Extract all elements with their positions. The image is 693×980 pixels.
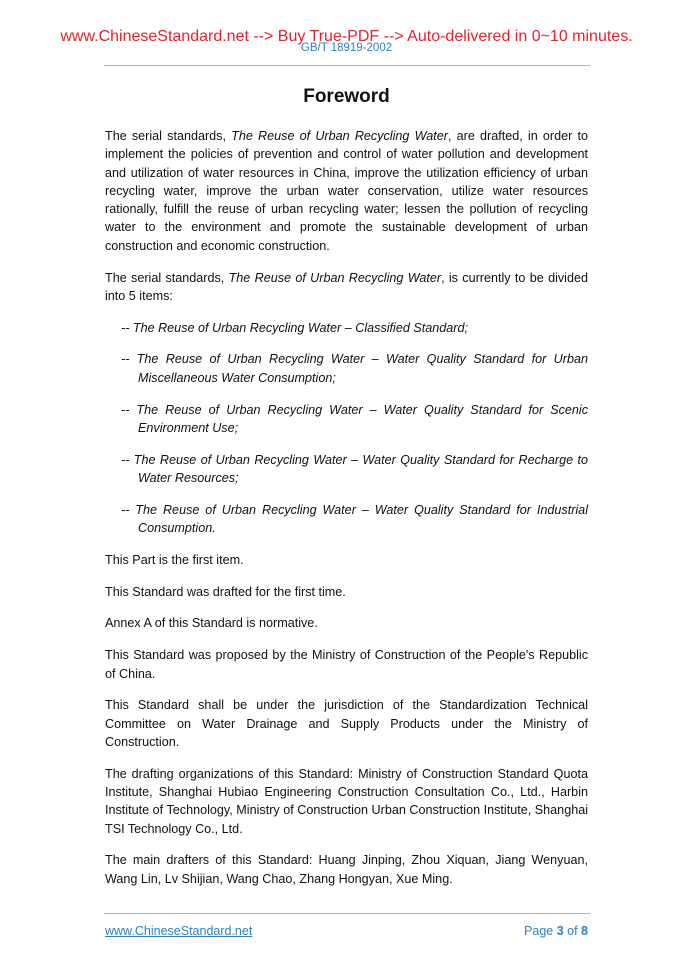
document-body (105, 127, 588, 902)
total-pages: 8 (581, 924, 588, 938)
paragraph: The main drafters of this Standard: Huang Jinping, Zhou Xiquan, Jiang Wenyuan, Wang Lin, Lv Shijian, Wang Chao, Zhang Hongyan, Xue Ming. (105, 853, 588, 886)
paragraph: This Part is the first item. (105, 552, 244, 567)
text: The serial standards, (105, 270, 229, 285)
standard-code: GB/T 18919-2002 (300, 42, 393, 54)
list-item: -- The Reuse of Urban Recycling Water – Water Quality Standard for Recharge to Water Resources; (121, 452, 588, 485)
series-title: The Reuse of Urban Recycling Water (228, 270, 442, 285)
list-item: -- The Reuse of Urban Recycling Water – Water Quality Standard for Scenic Environment Use; (121, 402, 588, 435)
promo-banner[interactable]: www.ChineseStandard.net --> Buy True-PDF --> Auto-delivered in 0~10 minutes. (60, 28, 633, 45)
page-title: Foreword (303, 86, 390, 107)
header-divider (104, 65, 590, 66)
list-item: -- The Reuse of Urban Recycling Water – Water Quality Standard for Urban Miscellaneous Water Consumption; (121, 352, 588, 385)
text: , are drafted, in order to implement the policies of prevention and control of water pollution and development and utilization of water resources in China, improve the utilization efficiency of urban recycling water, improve the urban water conservation, utilize water resources rationally, fulfill the reuse of urban recycling water; lessen the pollution of recycling water to the environment and promote the sustainable development of urban construction and economic construction. (105, 129, 589, 253)
paragraph: This Standard was proposed by the Ministry of Construction of the People's Republic of China. (105, 648, 588, 681)
page-label: Page (524, 924, 557, 938)
of-label: of (563, 924, 582, 938)
current-page: 3 (556, 924, 564, 938)
paragraph: This Standard was drafted for the first time. (105, 584, 346, 599)
text: , is currently to be divided into 5 items: (105, 270, 588, 303)
paragraph: Annex A of this Standard is normative. (105, 616, 318, 631)
paragraph: This Standard shall be under the jurisdiction of the Standardization Technical Committee on Water Drainage and Supply Products under the Ministry of Construction. (105, 698, 588, 749)
footer-link[interactable]: www.ChineseStandard.net (105, 924, 253, 938)
list-item: -- The Reuse of Urban Recycling Water – Classified Standard; (121, 320, 468, 335)
series-title: The Reuse of Urban Recycling Water (231, 129, 448, 143)
page-number (524, 924, 588, 938)
paragraph: The drafting organizations of this Standard: Ministry of Construction Standard Quota Institute, Shanghai Hubiao Engineering Construction Consultation Co., Ltd., Harbin Institute of Technology, Ministry of Construction Urban Construction Institute, Shanghai TSI Technology Co., Ltd. (105, 766, 588, 836)
paragraph (105, 127, 588, 255)
paragraph (105, 269, 588, 306)
text: The serial standards, (105, 129, 232, 143)
footer-divider (104, 913, 590, 914)
list-item: -- The Reuse of Urban Recycling Water – Water Quality Standard for Industrial Consumption. (121, 502, 588, 536)
